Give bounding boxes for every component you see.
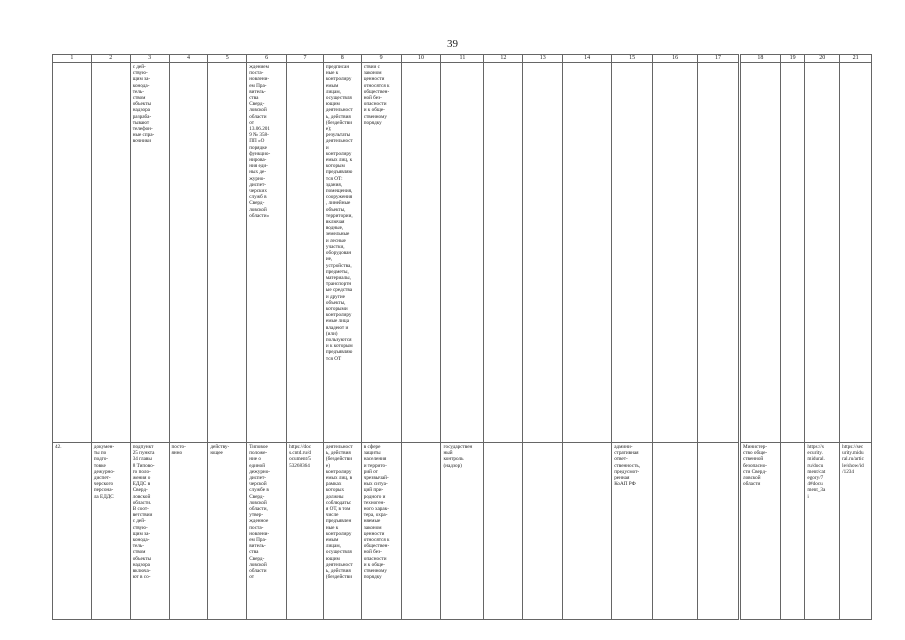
row-number: 42. <box>53 443 92 620</box>
header-cell: 11 <box>441 55 484 63</box>
table-cell <box>523 443 563 620</box>
table-cell <box>698 63 740 443</box>
table-cell: с дей- ствую- щим за- конода- тель- ством объекты надзора разраба- тывают телефон- ные спра- вочники <box>130 63 169 443</box>
table-cell <box>840 63 872 443</box>
document-link[interactable]: https://s ecurity. midural. ru/docu ment/cat egory/7 4#docu ment_3a i <box>805 443 840 620</box>
table-cell: админи- стративная ответ- ственность, предусмот- ренная КоАП РФ <box>612 443 653 620</box>
table-cell: государствен ный контроль (надзор) <box>441 443 484 620</box>
header-cell: 7 <box>287 55 324 63</box>
table-cell <box>653 443 698 620</box>
header-cell: 9 <box>361 55 401 63</box>
table-cell <box>563 63 612 443</box>
table-cell <box>91 63 130 443</box>
header-cell: 16 <box>653 55 698 63</box>
table-cell: ждением поста- новлени- ем Пра- витель- ства Сверд- ловской области от 13.06.201 9 № 358- ПП «О порядке функцио- нирова- ния еди- ных де- журно- диспет- черских служб в Сверд- ловской области» <box>247 63 287 443</box>
table-cell <box>780 63 805 443</box>
table-cell <box>401 443 441 620</box>
header-cell: 6 <box>247 55 287 63</box>
table-cell <box>805 63 840 443</box>
table-cell <box>169 63 208 443</box>
table-cell <box>780 443 805 620</box>
header-cell: 14 <box>563 55 612 63</box>
table-cell: подпункт 25 пункта 34 главы 8 Типово- го поло- жения о ЕДДС в Сверд- ловской области. В соот- ветствии с дей- ствую- щим за- конода- тель- ством объекты надзора включа- ют в со- <box>130 443 169 620</box>
table-cell <box>208 63 247 443</box>
header-cell: 5 <box>208 55 247 63</box>
table-cell: Типовое положе- ние о единой дежурно- диспет- черской службе в Сверд- ловской области, утвер- жденное поста- новлени- ем Пра- витель- ства Сверд- ловской области от <box>247 443 287 620</box>
header-cell: 10 <box>401 55 441 63</box>
table-cell: предписан ные к контролиру емым лицам, осуществля ющим деятельност ь, действия (бездействи е); результаты деятельност и контролиру емых лиц, к которым предъявляю тся ОТ: здания, помещения, сооружения , линейные объекты, территории, включая водные, земельные и лесные участки, оборудован ие, устройства, предметы, материалы, транспортн ые средства и другие объекты, которыми контролиру емые лица владеют и (или) пользуются и к которым предъявляю тся ОТ <box>323 63 361 443</box>
table-cell: в сфере защиты населения и террито- рий от чрезвычай- ных ситуа- ций при- родного и техноген- ного харак- тера, охра- няемые законом ценности относятся к обществен- ной без- опасности и к обще- ственному порядку <box>361 443 401 620</box>
header-cell: 21 <box>840 55 872 63</box>
table-cell: докумен- ты по подго- товке дежурно- диспет- черского персона- ла ЕДДС <box>91 443 130 620</box>
table-cell: посто- янно <box>169 443 208 620</box>
register-table <box>52 54 872 620</box>
table-cell <box>401 63 441 443</box>
table-cell <box>484 63 523 443</box>
header-cell: 18 <box>739 55 780 63</box>
table-cell: деятельност ь, действия (бездействи е) контролиру емых лиц, в рамках которых должны соблюдатьс я ОТ, в том числе предъявлен ные к контролиру емым лицам, осуществля ющим деятельност ь, действия (бездействи <box>323 443 361 620</box>
page-number: 39 <box>447 38 458 50</box>
table-cell <box>612 63 653 443</box>
document-link[interactable]: https://doc s.cntd.ru/d ocument/5 53268364 <box>287 443 324 620</box>
header-cell: 15 <box>612 55 653 63</box>
header-cell: 20 <box>805 55 840 63</box>
table-cell <box>53 63 92 443</box>
document-link[interactable]: https://sec urity.midu ral.ru/artic le/show/id /1234 <box>840 443 872 620</box>
table-cell <box>563 443 612 620</box>
header-cell: 8 <box>323 55 361 63</box>
header-cell: 13 <box>523 55 563 63</box>
table-cell: действу- ющее <box>208 443 247 620</box>
table-cell <box>523 63 563 443</box>
table-cell: Министер- ство обще- ственной безопасно- сти Сверд- ловской области <box>739 443 780 620</box>
header-cell: 12 <box>484 55 523 63</box>
table-cell <box>441 63 484 443</box>
table-cell <box>653 63 698 443</box>
table-cell <box>698 443 740 620</box>
table-row <box>53 63 872 443</box>
table-row <box>53 443 872 620</box>
header-cell: 19 <box>780 55 805 63</box>
table-cell <box>739 63 780 443</box>
table-cell <box>287 63 324 443</box>
table-cell: ствии с законом ценности относятся к обществен- ной без- опасности и к обще- ственному порядку <box>361 63 401 443</box>
header-cell: 2 <box>91 55 130 63</box>
header-cell: 1 <box>53 55 92 63</box>
header-cell: 4 <box>169 55 208 63</box>
header-cell: 3 <box>130 55 169 63</box>
table-cell <box>484 443 523 620</box>
header-cell: 17 <box>698 55 740 63</box>
header-row <box>53 55 872 63</box>
